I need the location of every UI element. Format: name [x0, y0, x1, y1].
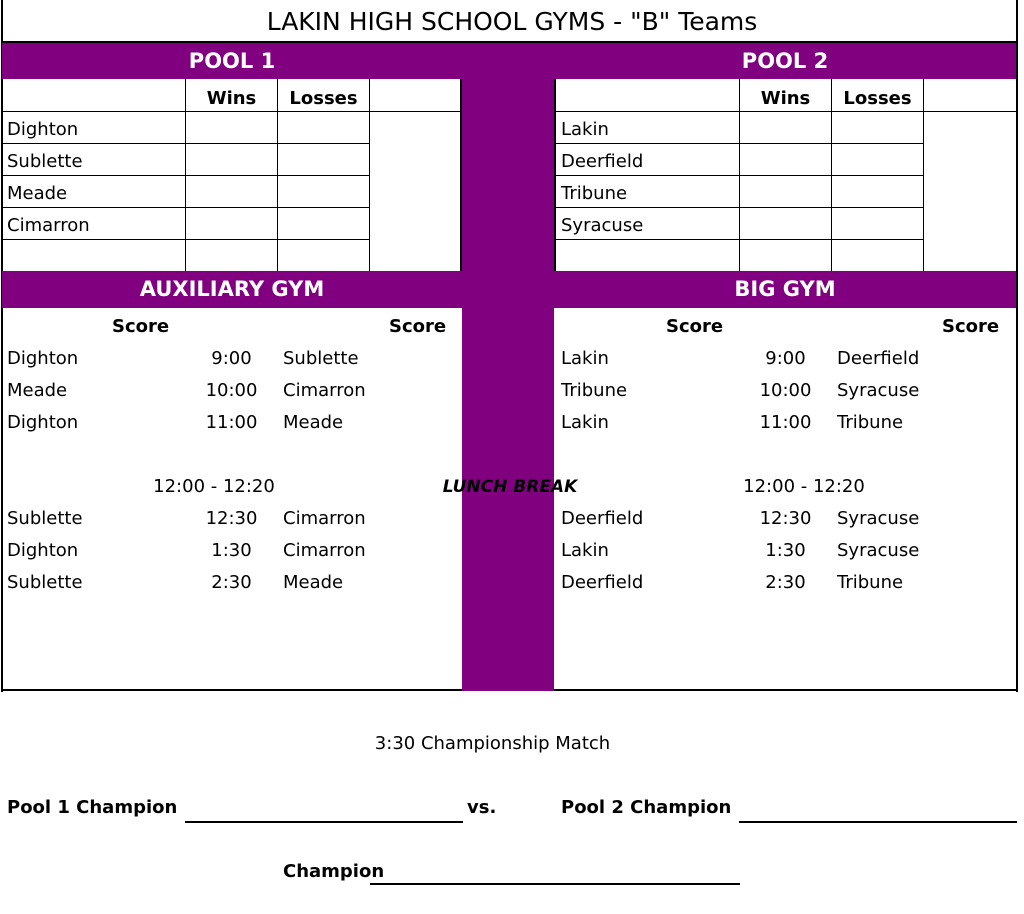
game-home-team: Dighton: [7, 540, 79, 561]
game-time: 1:30: [211, 540, 252, 561]
pool1-team: Dighton: [7, 119, 79, 140]
pool1-champion-line[interactable]: [185, 821, 463, 823]
game-away-team: Cimarron: [283, 508, 366, 529]
pool2-team: Tribune: [561, 183, 628, 204]
pool1-champion-label: Pool 1 Champion: [7, 797, 178, 818]
game-away-team: Cimarron: [283, 540, 366, 561]
pool2-champion-label: Pool 2 Champion: [561, 797, 732, 818]
pool1-team: Cimarron: [7, 215, 90, 236]
pool2-champion-line[interactable]: [739, 821, 1017, 823]
vs-label: vs.: [467, 797, 497, 818]
game-away-team: Tribune: [837, 412, 904, 433]
pool1-team: Sublette: [7, 151, 83, 172]
game-home-team: Meade: [7, 380, 68, 401]
pool2-team: Syracuse: [561, 215, 644, 236]
game-time: 2:30: [211, 572, 252, 593]
game-home-team: Lakin: [561, 540, 609, 561]
game-time: 11:00: [759, 412, 812, 433]
game-home-team: Tribune: [561, 380, 628, 401]
game-time: 9:00: [211, 348, 252, 369]
game-time: 11:00: [205, 412, 258, 433]
game-home-team: Deerfield: [561, 572, 644, 593]
pool2-team: Lakin: [561, 119, 609, 140]
pool1-wins-header: Wins: [206, 88, 257, 109]
game-time: 9:00: [765, 348, 806, 369]
game-time: 10:00: [205, 380, 258, 401]
break-time: 12:00 - 12:20: [743, 476, 865, 497]
game-time: 1:30: [765, 540, 806, 561]
center-divider-bar: [462, 43, 554, 691]
game-time: 12:30: [205, 508, 258, 529]
frame-left: [1, 0, 3, 692]
break-time: 12:00 - 12:20: [153, 476, 275, 497]
score-header: Score: [389, 316, 447, 337]
game-time: 10:00: [759, 380, 812, 401]
pool2-header: POOL 2: [741, 49, 829, 73]
game-home-team: Deerfield: [561, 508, 644, 529]
champion-line[interactable]: [370, 883, 740, 885]
championship-time-label: 3:30 Championship Match: [374, 733, 611, 754]
score-header: Score: [942, 316, 1000, 337]
score-header: Score: [112, 316, 170, 337]
game-home-team: Sublette: [7, 508, 83, 529]
game-away-team: Cimarron: [283, 380, 366, 401]
page-title: LAKIN HIGH SCHOOL GYMS - "B" Teams: [266, 7, 758, 36]
pool1-team: Meade: [7, 183, 68, 204]
game-away-team: Syracuse: [837, 540, 920, 561]
game-home-team: Dighton: [7, 412, 79, 433]
game-away-team: Deerfield: [837, 348, 920, 369]
game-home-team: Lakin: [561, 412, 609, 433]
auxiliary-gym-header: AUXILIARY GYM: [139, 277, 325, 301]
game-away-team: Tribune: [837, 572, 904, 593]
game-time: 12:30: [759, 508, 812, 529]
pool2-team: Deerfield: [561, 151, 644, 172]
pool1-header: POOL 1: [188, 49, 276, 73]
game-away-team: Meade: [283, 572, 344, 593]
lunch-break-label: LUNCH BREAK: [442, 477, 578, 497]
game-home-team: Dighton: [7, 348, 79, 369]
pool2-losses-header: Losses: [843, 88, 912, 109]
game-home-team: Sublette: [7, 572, 83, 593]
game-away-team: Syracuse: [837, 380, 920, 401]
game-time: 2:30: [765, 572, 806, 593]
big-gym-header: BIG GYM: [734, 277, 836, 301]
champion-label: Champion: [283, 861, 385, 882]
game-away-team: Syracuse: [837, 508, 920, 529]
pool2-wins-header: Wins: [760, 88, 811, 109]
frame-right: [1016, 0, 1018, 692]
pool1-losses-header: Losses: [289, 88, 358, 109]
game-away-team: Sublette: [283, 348, 359, 369]
score-header: Score: [666, 316, 724, 337]
game-away-team: Meade: [283, 412, 344, 433]
game-home-team: Lakin: [561, 348, 609, 369]
